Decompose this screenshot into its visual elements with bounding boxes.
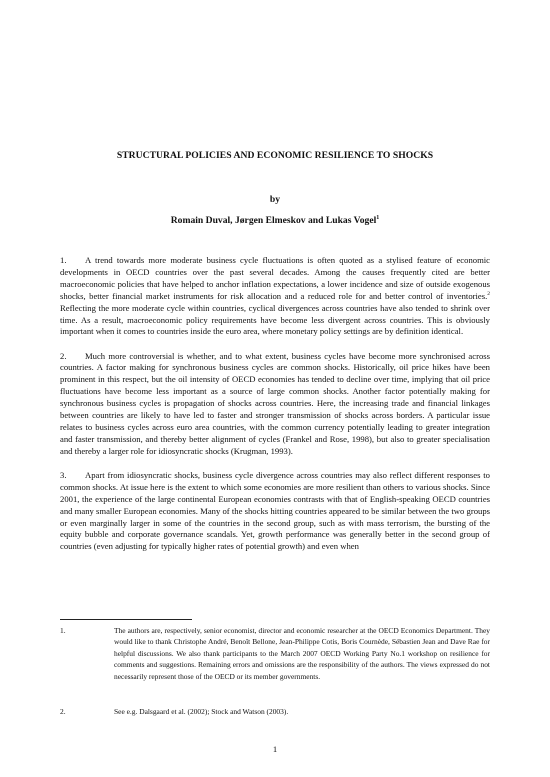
paragraph-number: 1.	[60, 255, 67, 265]
paragraph-text: A trend towards more moderate business cycle fluctuations is often quoted as a stylised feature of economic developments in OECD countries over the past several decades. Among the causes frequently cited are better macroeconomic policies that have helped to anchor inflation expectations, a lower incidence and size of outside exogenous shocks, better financial market instruments for risk allocation and a reduced role for and better control of inventories.	[60, 255, 490, 301]
paragraph-text-continued: Reflecting the more moderate cycle within countries, cyclical divergences across countries have also tended to shrink over time. As a result, macroeconomic policy requirements have become less divergent across countries. This is obviously important when it comes to countries inside the euro area, where monetary policy settings are by definition identical.	[60, 302, 490, 337]
byline: by	[269, 194, 281, 205]
paragraph-text: Apart from idiosyncratic shocks, business cycle divergence across countries may also reflect different responses to common shocks. At issue here is the extent to which some economies are more resilient than others to various shocks. Since 2001, the experience of the large continental European economies contrasts with that of English-speaking OECD countries and many smaller European economies. Many of the shocks hitting countries appeared to be similar between the two groups or even marginally larger in some of the countries in the second group, such as with mass terrorism, the bursting of the equity bubble and corporate governance scandals. Yet, growth performance was generally better in the second group of countries (even adjusting for typically higher rates of potential growth) and even when	[60, 469, 490, 552]
footnote-text: The authors are, respectively, senior economist, director and economic researcher at the OECD Economics Department. They would like to thank Christophe André, Benoît Bellone, Jean-Philippe Cotis, Boris Cournède, Sébastien Jean and Dave Rae for helpful discussions. We also thank participants to the March 2007 OECD Working Party No.1 workshop on resilience for comments and suggestions. Remaining errors and omissions are the responsibility of the authors. The views expressed do not necessarily represent those of the OECD or its member governments.	[114, 626, 490, 681]
body-text	[60, 255, 490, 565]
page-number: 1	[272, 744, 278, 754]
footnote-mark[interactable]: 2	[487, 290, 490, 297]
paragraph-1	[60, 255, 490, 338]
paper-title: STRUCTURAL POLICIES AND ECONOMIC RESILIENCE TO SHOCKS	[116, 150, 434, 161]
author-footnote-mark[interactable]: 1	[376, 214, 380, 221]
paragraph-number: 3.	[60, 469, 67, 480]
footnote-divider	[60, 619, 192, 620]
paragraph-3	[60, 470, 490, 553]
paragraph-text: Much more controversial is whether, and to what extent, business cycles have become more synchronised across countries. A factor making for synchronous business cycles are common shocks. Historically, oil price hikes have been prominent in this respect, but the oil intensity of OECD economies has tended to decline over time, implying that oil price fluctuations have become less important as a source of large common shocks. Another factor potentially making for synchronous business cycles is propagation of shocks across countries. Here, the increasing trade and financial linkages between countries are likely to have led to faster and stronger transmission of shocks across borders. A particular issue relates to business cycles across euro area countries, with the common currency potentially leading to greater integration and faster transmission, and thereby better alignment of cycles (Frankel and Rose, 1998), but also to greater specialisation and thereby a larger role for idiosyncratic shocks (Krugman, 1993).	[60, 350, 490, 456]
footnote-number: 1.	[60, 626, 66, 635]
paragraph-number: 2.	[60, 350, 67, 361]
paragraph-2	[60, 351, 490, 458]
author-list	[60, 215, 490, 226]
footnote-1	[60, 625, 490, 682]
footnote-2	[60, 706, 490, 717]
footnote-number: 2.	[60, 707, 66, 716]
footnote-text: See e.g. Dalsgaard et al. (2002); Stock and Watson (2003).	[114, 707, 289, 716]
author-names: Romain Duval, Jørgen Elmeskov and Lukas Vogel	[170, 215, 377, 226]
